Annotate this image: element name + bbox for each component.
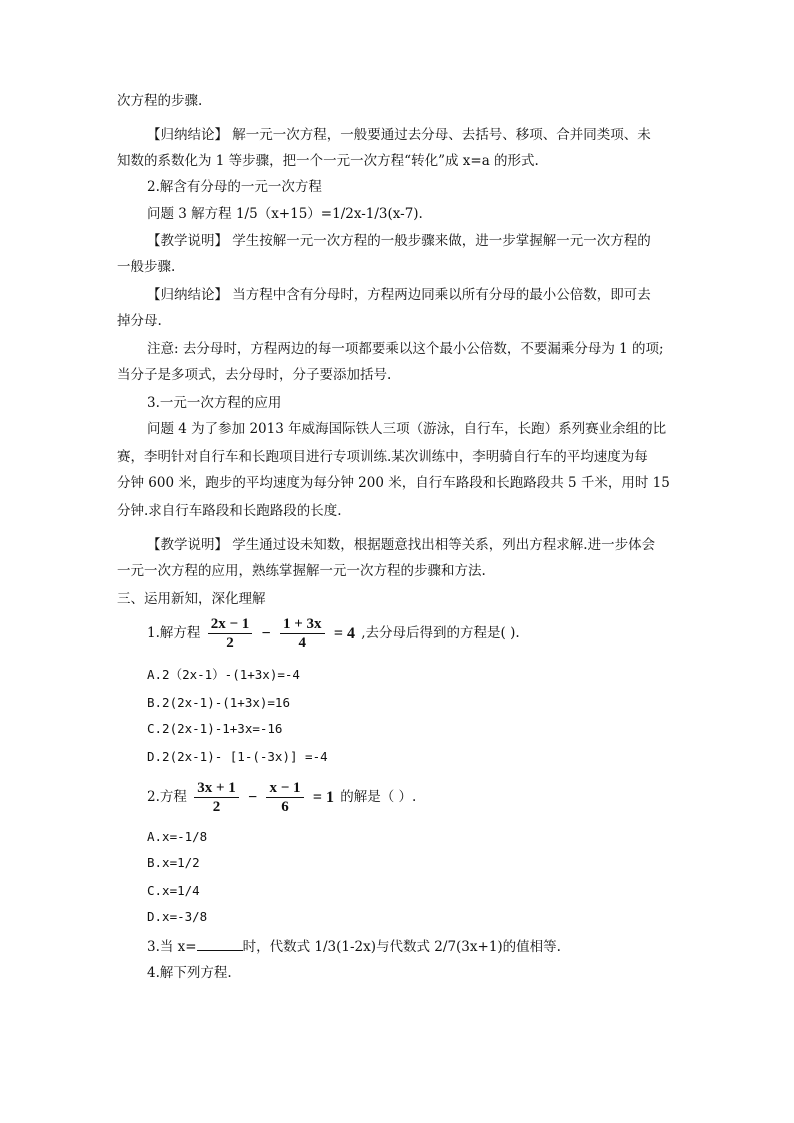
q2-frac2-denominator: 6 xyxy=(281,799,289,815)
q2-fraction-1 xyxy=(194,779,239,816)
q3-answer-blank[interactable] xyxy=(197,936,243,951)
q2-minus-sign: − xyxy=(248,788,258,806)
q1-prefix: 1.解方程 xyxy=(147,625,201,641)
text-line: 【教学说明】 学生按解一元一次方程的一般步骤来做，进一步掌握解一元一次方程的 xyxy=(147,233,651,249)
text-line: 当分子是多项式，去分母时，分子要添加括号. xyxy=(117,367,392,383)
text-line: 赛，李明针对自行车和长跑项目进行专项训练.某次训练中，李明骑自行车的平均速度为每 xyxy=(117,449,648,465)
q1-option-b: B.2(2x-1)-(1+3x)=16 xyxy=(147,695,290,710)
text-line: 一般步骤. xyxy=(117,259,176,275)
q1-option-d: D.2(2x-1)- [1-(-3x)] =-4 xyxy=(147,749,328,764)
problem-4: 问题 4 为了参加 2013 年威海国际铁人三项（游泳，自行车，长跑）系列赛业余组的比 xyxy=(147,421,667,437)
text-line: 知数的系数化为 1 等步骤，把一个一元一次方程“转化”成 x=a 的形式. xyxy=(117,153,539,169)
text-line: 掉分母. xyxy=(117,313,162,329)
q2-option-d: D.x=-3/8 xyxy=(147,909,208,924)
q2-fraction-2 xyxy=(266,779,303,816)
q2-option-b: B.x=1/2 xyxy=(147,855,200,870)
problem-3: 问题 3 解方程 1/5（x+15）=1/2x-1/3(x-7). xyxy=(147,206,423,222)
text-line: 次方程的步骤. xyxy=(117,93,203,109)
q2-frac2-numerator: x − 1 xyxy=(266,779,303,798)
text-line: 分钟 600 米，跑步的平均速度为每分钟 200 米，自行车路段和长跑路段共 5 千米，用时 15 xyxy=(117,475,670,491)
q1-fraction-2 xyxy=(280,615,325,652)
q1-option-a: A.2（2x-1）-(1+3x)=-4 xyxy=(147,667,300,682)
q1-minus-sign: − xyxy=(261,624,271,642)
q1-frac2-denominator: 4 xyxy=(298,635,306,651)
q1-option-c: C.2(2x-1)-1+3x=-16 xyxy=(147,721,283,736)
text-line: 一元一次方程的应用，熟练掌握解一元一次方程的步骤和方法. xyxy=(117,563,486,579)
q2-option-a: A.x=-1/8 xyxy=(147,829,208,844)
text-line: 【归纳结论】 当方程中含有分母时，方程两边同乘以所有分母的最小公倍数，即可去 xyxy=(147,287,651,303)
q2-frac1-numerator: 3x + 1 xyxy=(194,779,239,798)
q1-suffix: ,去分母后得到的方程是( ). xyxy=(361,625,520,641)
text-line: 【教学说明】 学生通过设未知数，根据题意找出相等关系，列出方程求解.进一步体会 xyxy=(147,537,656,553)
q3-prefix: 3.当 x= xyxy=(147,939,197,955)
q2-frac1-denominator: 2 xyxy=(212,799,221,815)
section-heading: 2.解含有分母的一元一次方程 xyxy=(147,179,322,195)
text-line: 注意: 去分母时，方程两边的每一项都要乘以这个最小公倍数，不要漏乘分母为 1 的项; xyxy=(147,341,664,357)
q3-suffix: 时，代数式 1/3(1-2x)与代数式 2/7(3x+1)的值相等. xyxy=(242,939,561,955)
q1-frac2-numerator: 1 + 3x xyxy=(280,615,325,634)
question-4: 4.解下列方程. xyxy=(147,965,232,981)
text-line: 【归纳结论】 解一元一次方程，一般要通过去分母、去括号、移项、合并同类项、未 xyxy=(147,127,651,143)
q1-frac1-numerator: 2x − 1 xyxy=(208,615,253,634)
text-line: 分钟.求自行车路段和长跑路段的长度. xyxy=(117,503,342,519)
q2-suffix: 的解是（ ）. xyxy=(340,789,417,805)
section-heading: 3.一元一次方程的应用 xyxy=(147,395,282,411)
q1-fraction-1 xyxy=(208,615,253,652)
q2-prefix: 2.方程 xyxy=(147,789,187,805)
q2-option-c: C.x=1/4 xyxy=(147,883,200,898)
q1-rhs: = 4 xyxy=(333,624,355,642)
question-2 xyxy=(147,776,416,818)
section-heading: 三、运用新知，深化理解 xyxy=(117,591,266,607)
question-3 xyxy=(147,936,561,956)
question-1 xyxy=(147,612,520,654)
q2-rhs: = 1 xyxy=(312,788,334,806)
q1-frac1-denominator: 2 xyxy=(226,635,234,651)
